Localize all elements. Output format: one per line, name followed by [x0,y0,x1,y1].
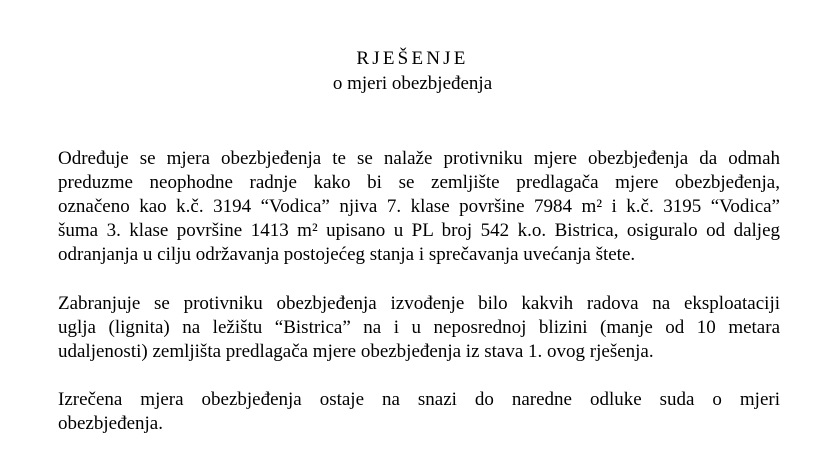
paragraph-line: udaljenosti) zemljišta predlagača mjere obezbjeđenja iz stava 1. ovog rješenja. [58,341,654,362]
paragraph-line: Zabranjuje se protivniku obezbjeđenja izvođenje bilo kakvih radova na eksploataciji [58,293,780,314]
paragraph-measure-order [58,147,780,267]
paragraph-line: Izrečena mjera obezbjeđenja ostaje na snazi do naredne odluke suda o mjeri [58,389,780,410]
document-subtitle: o mjeri obezbjeđenja [332,73,493,94]
document-title: RJEŠENJE [356,48,469,69]
paragraph-line: Određuje se mjera obezbjeđenja te se nalaže protivniku mjere obezbjeđenja da odmah [58,148,780,169]
paragraph-line: šuma 3. klase površine 1413 m² upisano u PL broj 542 k.o. Bistrica, osiguralo od daljeg [58,220,780,241]
paragraph-validity [58,388,780,436]
paragraph-line: uglja (lignita) na ležištu “Bistrica” na i u neposrednoj blizini (manje od 10 metara [58,317,780,338]
paragraph-line: odranjanja u cilju održavanja postojećeg stanja i sprečavanja uvećanja štete. [58,244,636,265]
paragraph-line: označeno kao k.č. 3194 “Vodica” njiva 7. klase površine 7984 m² i k.č. 3195 “Vodica” [58,196,780,217]
paragraph-line: obezbjeđenja. [58,413,163,434]
paragraph-prohibition [58,292,780,364]
paragraph-line: preduzme neophodne radnje kako bi se zemljište predlagača mjere obezbjeđenja, [58,172,780,193]
